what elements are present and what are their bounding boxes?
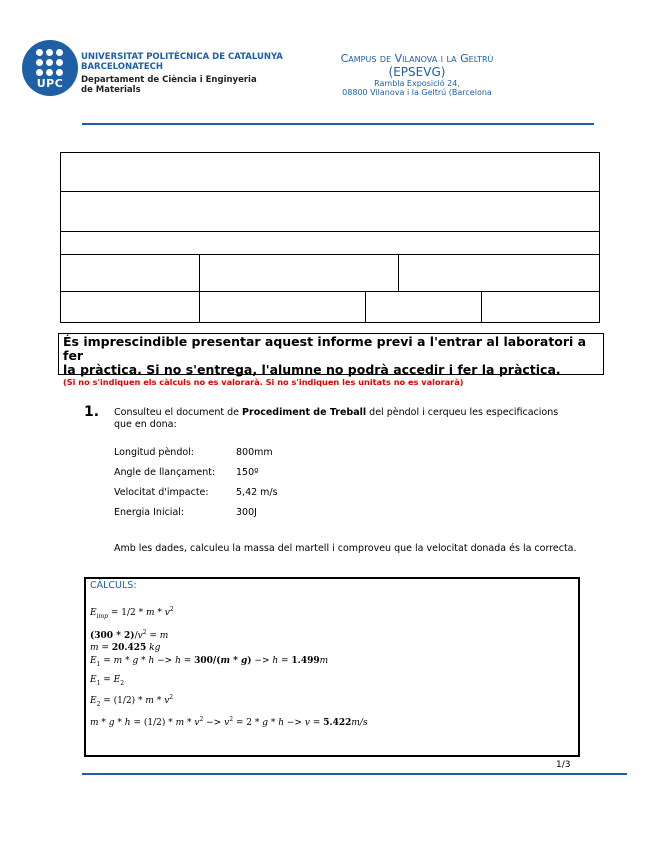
spec-value: 800mm [236, 447, 273, 458]
question-text: Consulteu el document de Procediment de Treball del pèndol i cerqueu les especificacions que en dona: [114, 407, 559, 430]
equation: $E_1 = m * g * h -> h = 300/(m * g) -> h = 1.499m$ [90, 656, 329, 668]
form-field[interactable] [200, 255, 399, 291]
warning-note: (Si no s'indiquen els càlculs no es valorarà. Si no s'indiquen les unitats no es valorarà) [63, 377, 464, 387]
warning-line2: la pràctica. Si no s'entrega, l'alumne no podrà accedir i fer la pràctica. [63, 362, 561, 377]
campus-info [312, 52, 522, 97]
form-field[interactable] [482, 292, 599, 322]
page-number: 1/3 [556, 760, 571, 770]
student-info-form [60, 152, 600, 323]
form-field[interactable] [61, 255, 200, 291]
spec-label: Angle de llançament: [114, 467, 216, 478]
equation: $m * g * h = (1/2) * m * v^2 -> v^2 = 2 * g * h -> v = 5.422m/s$ [90, 716, 368, 728]
logo-dots-icon [36, 49, 64, 77]
equation: $E_1 = E_2$ [90, 675, 125, 687]
footer-divider [82, 773, 627, 775]
form-field[interactable] [399, 255, 599, 291]
department-name: Departament de Ciència i Enginyeria de Materials [81, 75, 257, 95]
form-field[interactable] [61, 192, 599, 231]
spec-label: Energia Inicial: [114, 507, 185, 518]
spec-value: 300J [236, 507, 257, 518]
address-line2: 08800 Vilanova i la Geltrú (Barcelona [342, 88, 492, 97]
instruction-text: Amb les dades, calculeu la massa del martell i comproveu que la velocitat donada és la correcta. [114, 543, 577, 554]
equation: $E_2 = (1/2) * m * v^2$ [90, 694, 174, 708]
equation: m = 20.425 kg [90, 643, 161, 653]
spec-value: 150º [236, 467, 259, 478]
warning-line1: És imprescindible presentar aquest informe previ a l'entrar al laboratori a fer [63, 334, 587, 363]
spec-label: Velocitat d'impacte: [114, 487, 209, 498]
logo-text: UPC [36, 77, 64, 90]
question-number: 1. [84, 404, 100, 420]
upc-logo [22, 40, 78, 96]
form-field[interactable] [366, 292, 482, 322]
form-row [61, 153, 599, 192]
form-row [61, 292, 599, 322]
form-row [61, 232, 599, 255]
campus-name: Campus de Vilanova i la Geltrú [340, 52, 494, 65]
address-line1: Rambla Exposició 24, [374, 79, 460, 88]
form-field[interactable] [61, 292, 200, 322]
equation: $(300 * 2)/v^2 = m$ [90, 629, 169, 641]
spec-value: 5,42 m/s [236, 487, 278, 498]
form-field[interactable] [61, 153, 599, 191]
form-field[interactable] [61, 232, 599, 254]
equation: $E_{imp} = 1/2 * m * v^2$ [90, 606, 174, 620]
campus-abbr: (EPSEVG) [388, 65, 446, 79]
header-divider [82, 123, 594, 125]
form-row [61, 192, 599, 232]
form-field[interactable] [200, 292, 366, 322]
calculations-title: CÀLCULS: [90, 580, 137, 591]
university-name: UNIVERSITAT POLITÈCNICA DE CATALUNYA BARCELONATECH [81, 52, 283, 72]
warning-box [58, 333, 604, 387]
form-row [61, 255, 599, 292]
spec-label: Longitud pèndol: [114, 447, 195, 458]
